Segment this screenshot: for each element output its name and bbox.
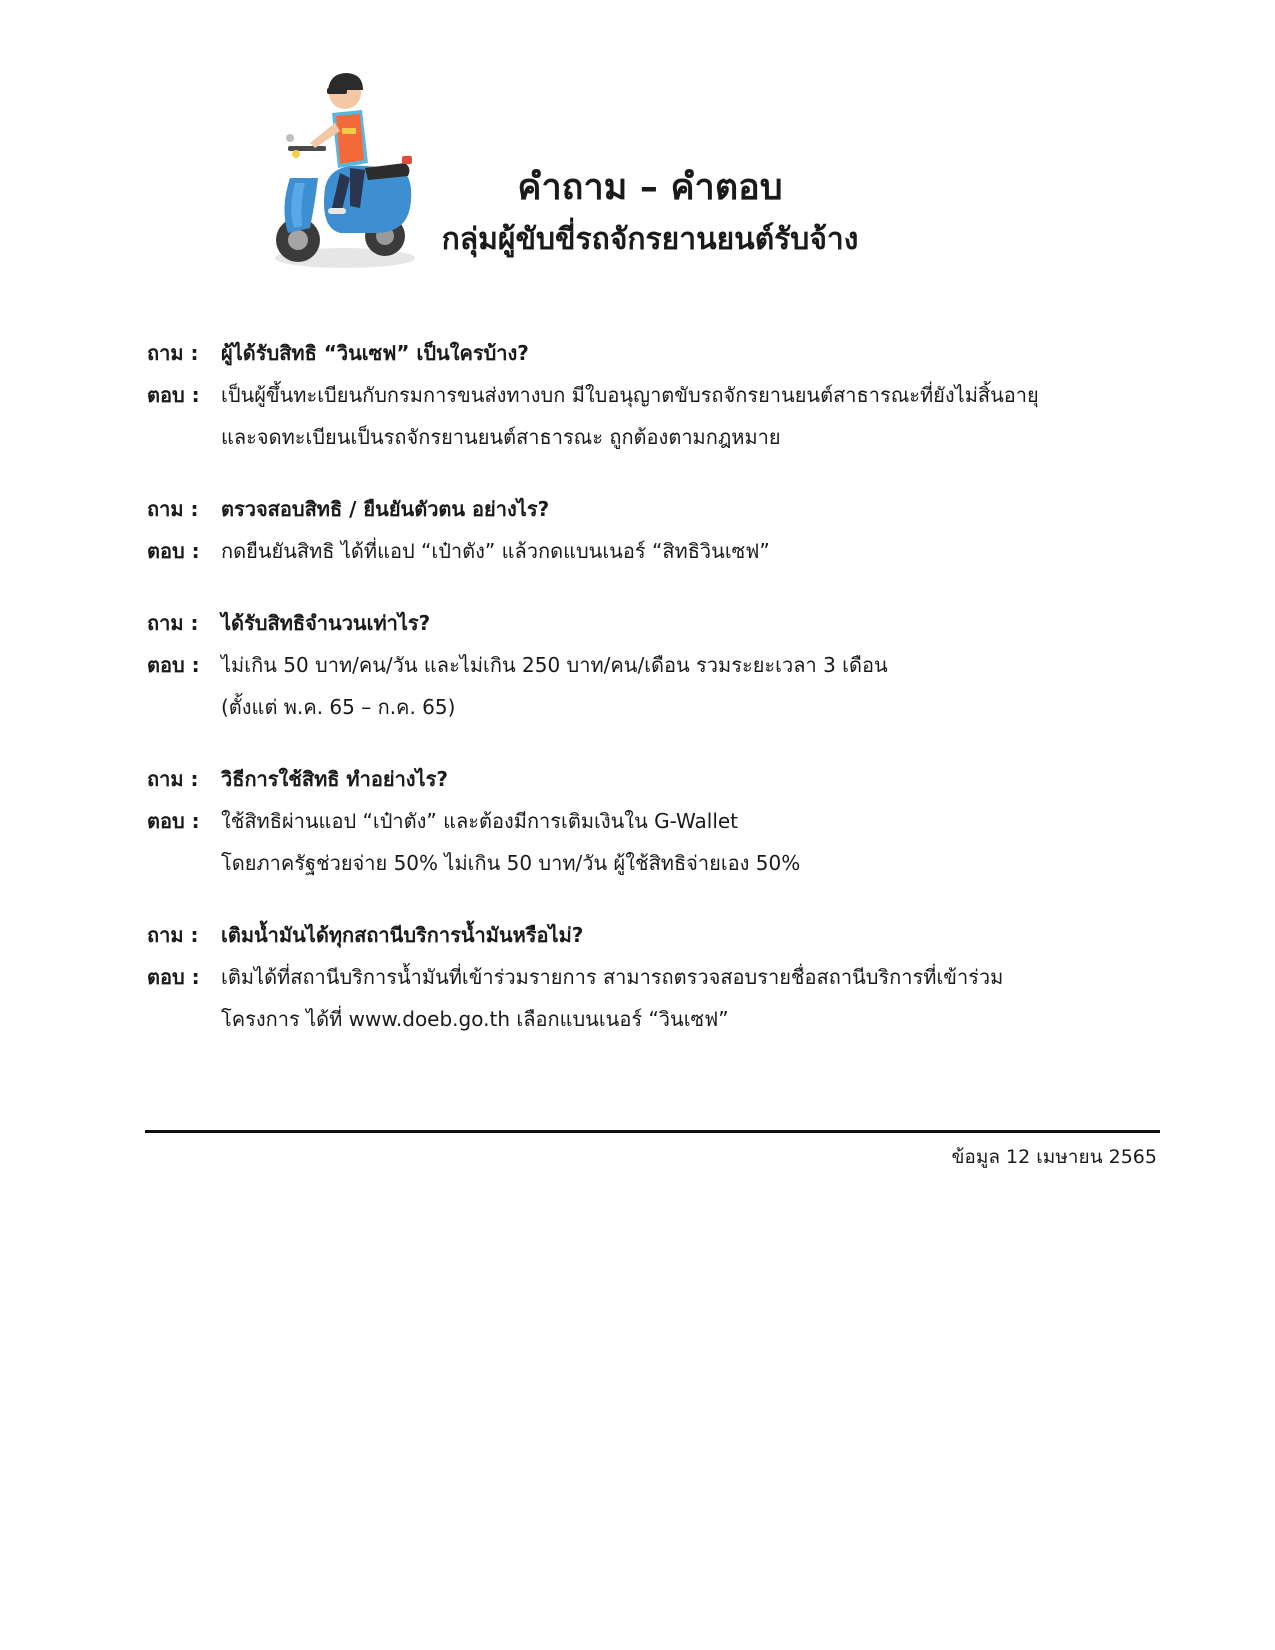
info-date: ข้อมูล 12 เมษายน 2565 [951, 1146, 1157, 1168]
question-label: ถาม : [147, 767, 199, 791]
answer-line: (ตั้งแต่ พ.ค. 65 – ก.ค. 65) [221, 695, 456, 719]
answer-line: กดยืนยันสิทธิ ได้ที่แอป “เป๋าตัง” แล้วกดแบนเนอร์ “สิทธิวินเซฟ” [221, 539, 770, 563]
motorcycle-rider-icon [270, 68, 430, 278]
answer-label: ตอบ : [147, 383, 200, 407]
divider-line [145, 1130, 1160, 1133]
answer-line: ใช้สิทธิผ่านแอป “เป๋าตัง” และต้องมีการเติมเงินใน G-Wallet [221, 809, 739, 833]
question-label: ถาม : [147, 341, 199, 365]
answer-text [221, 800, 800, 884]
answer-label: ตอบ : [147, 965, 200, 989]
qa-list [147, 332, 1157, 1070]
question-text: วิธีการใช้สิทธิ ทำอย่างไร? [221, 767, 448, 791]
qa-item-4 [147, 758, 1157, 884]
answer-line: โครงการ ได้ที่ www.doeb.go.th เลือกแบนเนอร์ “วินเซฟ” [221, 1007, 729, 1031]
answer-line: โดยภาครัฐช่วยจ่าย 50% ไม่เกิน 50 บาท/วัน ผู้ใช้สิทธิจ่ายเอง 50% [221, 851, 801, 875]
qa-item-1 [147, 332, 1157, 458]
answer-text [221, 956, 1003, 1040]
answer-text [221, 530, 770, 572]
qa-item-2 [147, 488, 1157, 572]
question-label: ถาม : [147, 611, 199, 635]
answer-line: และจดทะเบียนเป็นรถจักรยานยนต์สาธารณะ ถูกต้องตามกฎหมาย [221, 425, 781, 449]
question-text: ได้รับสิทธิจำนวนเท่าไร? [221, 611, 431, 635]
question-text: ผู้ได้รับสิทธิ “วินเซฟ” เป็นใครบ้าง? [221, 341, 529, 365]
answer-label: ตอบ : [147, 653, 200, 677]
qa-item-5 [147, 914, 1157, 1040]
answer-text [221, 644, 888, 728]
answer-line: เป็นผู้ขึ้นทะเบียนกับกรมการขนส่งทางบก มีใบอนุญาตขับรถจักรยานยนต์สาธารณะที่ยังไม่สิ้นอายุ [221, 383, 1039, 407]
question-label: ถาม : [147, 497, 199, 521]
answer-label: ตอบ : [147, 809, 200, 833]
question-text: ตรวจสอบสิทธิ / ยืนยันตัวตน อย่างไร? [221, 497, 550, 521]
qa-item-3 [147, 602, 1157, 728]
question-text: เติมน้ำมันได้ทุกสถานีบริการน้ำมันหรือไม่? [221, 923, 584, 947]
answer-line: เติมได้ที่สถานีบริการน้ำมันที่เข้าร่วมรายการ สามารถตรวจสอบรายชื่อสถานีบริการที่เข้าร่วม [221, 965, 1004, 989]
answer-text [221, 374, 1039, 458]
page-subtitle: กลุ่มผู้ขับขี่รถจักรยานยนต์รับจ้าง [441, 222, 859, 257]
question-label: ถาม : [147, 923, 199, 947]
page-title: คำถาม – คำตอบ [517, 167, 783, 208]
answer-label: ตอบ : [147, 539, 200, 563]
answer-line: ไม่เกิน 50 บาท/คน/วัน และไม่เกิน 250 บาท/คน/เดือน รวมระยะเวลา 3 เดือน [221, 653, 888, 677]
header [420, 162, 880, 264]
